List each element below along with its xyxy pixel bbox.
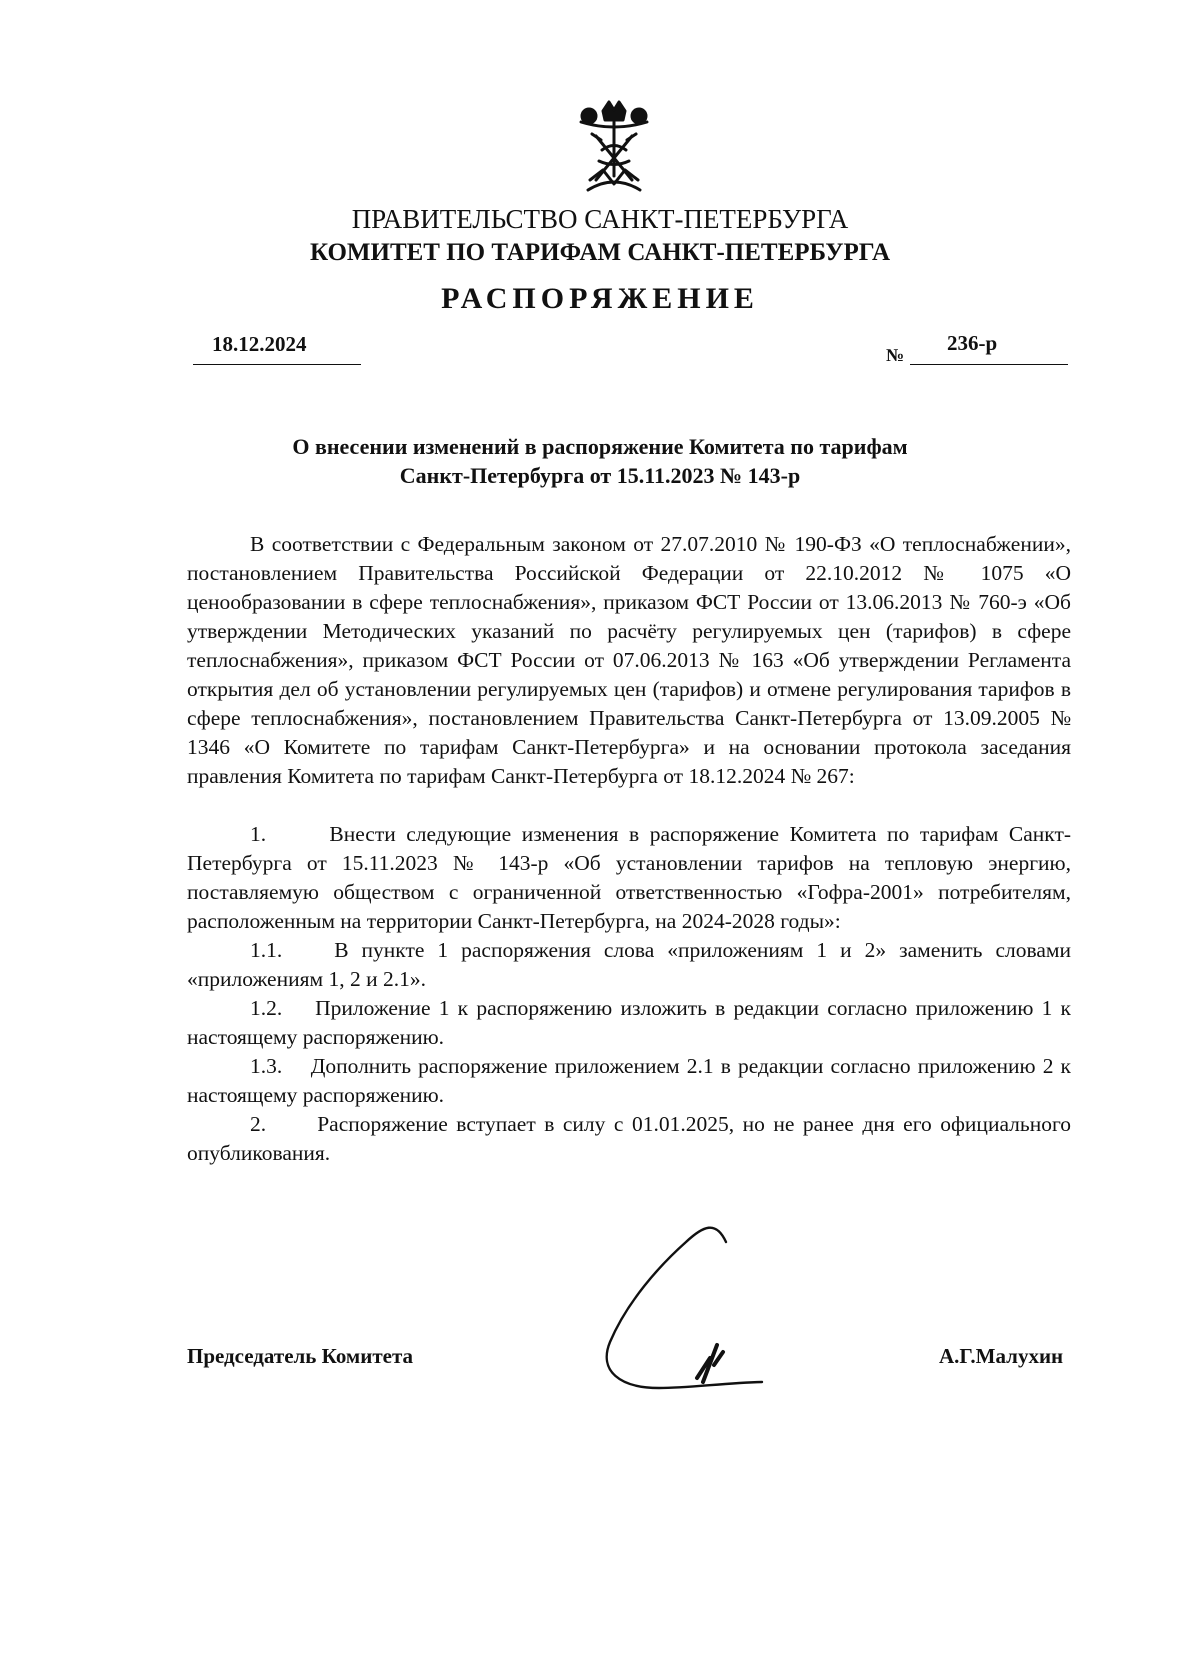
item-number: 1. <box>250 822 267 846</box>
item-number: 1.2. <box>250 996 283 1020</box>
item-number: 1.3. <box>250 1054 283 1078</box>
item-text: В пункте 1 распоряжения слова «приложениям 1 и 2» заменить словами «приложениям 1, 2 и 2.1». <box>187 938 1072 991</box>
item-text: Распоряжение вступает в силу с 01.01.2025, но не ранее дня его официального опубликования. <box>187 1112 1072 1165</box>
document-date: 18.12.2024 <box>212 332 307 356</box>
paragraph-spacer <box>187 791 1071 820</box>
signatory-position: Председатель Комитета <box>187 1344 414 1368</box>
title-line-2: Санкт-Петербурга от 15.11.2023 № 143-р <box>399 463 801 488</box>
signatory-name: А.Г.Малухин <box>939 1344 1064 1368</box>
signature-icon <box>598 1220 768 1395</box>
list-item <box>187 994 1071 1052</box>
document-type-heading: РАСПОРЯЖЕНИЕ <box>441 282 759 315</box>
coat-of-arms-icon <box>568 98 660 198</box>
preamble-paragraph: В соответствии с Федеральным законом от 27.07.2010 № 190-ФЗ «О теплоснабжении», постановлением Правительства Российской Федерации от 22.10.2012 № 1075 «О ценообразовании в сфере теплоснабжения», приказом ФСТ России от 13.06.2013 № 760-э «Об утверждении Методических указаний по расчёту регулируемых цен (тарифов) в сфере теплоснабжения», приказом ФСТ России от 07.06.2013 № 163 «Об утверждении Регламента открытия дел об установлении регулируемых цен (тарифов) и отмене регулирования тарифов в сфере теплоснабжения», постановлением Правительства Санкт-Петербурга от 13.09.2005 № 1346 «О Комитете по тарифам Санкт-Петербурга» и на основании протокола заседания правления Комитета по тарифам Санкт-Петербурга от 18.12.2024 № 267: <box>187 532 1071 788</box>
title-line-1: О внесении изменений в распоряжение Комитета по тарифам <box>292 434 908 459</box>
item-text: Внести следующие изменения в распоряжение Комитета по тарифам Санкт-Петербурга от 15.11.2023 № 143-р «Об установлении тарифов на тепловую энергию, поставляемую обществом с ограниченной ответственностью «Гофра-2001» потребителям, расположенным на территории Санкт-Петербурга, на 2024-2028 годы»: <box>187 822 1072 933</box>
government-heading: ПРАВИТЕЛЬСТВО САНКТ-ПЕТЕРБУРГА <box>351 204 849 234</box>
item-text: Приложение 1 к распоряжению изложить в редакции согласно приложению 1 к настоящему распоряжению. <box>187 996 1071 1049</box>
committee-heading: КОМИТЕТ ПО ТАРИФАМ САНКТ-ПЕТЕРБУРГА <box>309 239 891 266</box>
date-underline <box>193 364 361 365</box>
document-number: 236-р <box>947 331 998 355</box>
item-number: 2. <box>250 1112 267 1136</box>
document-title <box>220 432 980 490</box>
document-body <box>187 530 1071 1168</box>
item-number: 1.1. <box>250 938 283 962</box>
list-item <box>187 1110 1071 1168</box>
item-text: Дополнить распоряжение приложением 2.1 в редакции согласно приложению 2 к настоящему распоряжению. <box>187 1054 1072 1107</box>
document-number-label: № <box>886 345 905 365</box>
list-item <box>187 820 1071 936</box>
number-underline <box>910 364 1068 365</box>
list-item <box>187 936 1071 994</box>
list-item <box>187 1052 1071 1110</box>
